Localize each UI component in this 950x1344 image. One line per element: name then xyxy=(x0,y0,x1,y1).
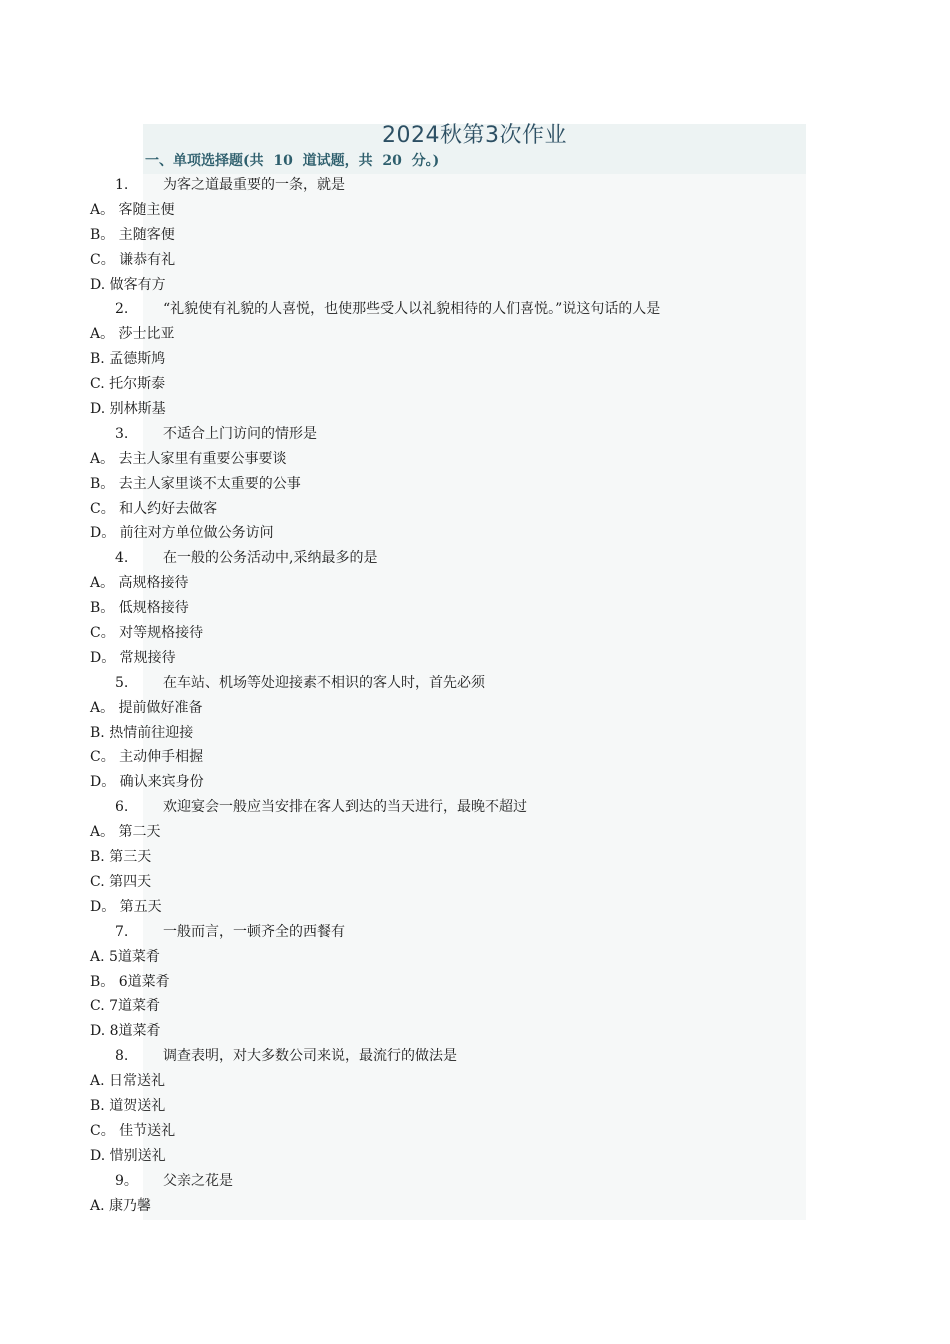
question-number: 4. xyxy=(115,550,129,567)
answer-option: A。 莎士比亚 xyxy=(90,326,175,343)
question-text: 为客之道最重要的一条，就是 xyxy=(163,177,345,193)
answer-option: C。 主动伸手相握 xyxy=(90,749,204,766)
answer-option: A。 第二天 xyxy=(90,824,161,841)
question-text: 在车站、机场等处迎接素不相识的客人时，首先必须 xyxy=(163,674,485,691)
answer-option: C。 对等规格接待 xyxy=(90,625,204,642)
question-number: 5. xyxy=(115,674,129,691)
question-item xyxy=(0,297,950,322)
question-text: 在一般的公务活动中,采纳最多的是 xyxy=(163,550,378,567)
answer-option: D. 做客有方 xyxy=(90,276,166,293)
question-text: 欢迎宴会一般应当安排在客人到达的当天进行，最晚不超过 xyxy=(163,799,527,816)
answer-option: A. 日常送礼 xyxy=(90,1073,166,1090)
question-item xyxy=(0,1044,950,1069)
document-title: 2024秋第3次作业 xyxy=(382,123,567,148)
answer-option: B。 主随客便 xyxy=(90,226,175,243)
question-number: 1. xyxy=(115,177,129,193)
answer-option: D. 8道菜肴 xyxy=(90,1023,161,1040)
answer-option: B. 热情前往迎接 xyxy=(90,724,194,741)
question-item xyxy=(0,546,950,571)
question-list xyxy=(0,173,950,1218)
answer-option: D。 第五天 xyxy=(90,898,162,915)
question-item xyxy=(0,920,950,945)
question-item xyxy=(0,173,950,198)
answer-option: B。 低规格接待 xyxy=(90,600,189,617)
question-item xyxy=(0,1169,950,1194)
answer-option: B. 孟德斯鸠 xyxy=(90,351,166,368)
answer-option: A。 去主人家里有重要公事要谈 xyxy=(90,450,287,467)
question-number: 7. xyxy=(115,923,129,940)
answer-option: A。 客随主便 xyxy=(90,201,175,218)
answer-option: D。 前往对方单位做公务访问 xyxy=(90,525,274,542)
question-item xyxy=(0,671,950,696)
answer-option: A. 5道菜肴 xyxy=(90,948,160,965)
answer-option: B。 去主人家里谈不太重要的公事 xyxy=(90,475,301,492)
question-number: 9。 xyxy=(115,1172,138,1189)
question-text: 一般而言，一顿齐全的西餐有 xyxy=(163,923,345,940)
question-text: 调查表明，对大多数公司来说，最流行的做法是 xyxy=(163,1048,457,1065)
answer-option: A。 高规格接待 xyxy=(90,575,189,592)
question-number: 8. xyxy=(115,1048,129,1065)
answer-option: A. 康乃馨 xyxy=(90,1197,152,1214)
answer-option: C. 托尔斯泰 xyxy=(90,376,166,393)
answer-option: C。 谦恭有礼 xyxy=(90,251,176,268)
answer-option: D. 惜别送礼 xyxy=(90,1147,166,1164)
question-number: 3. xyxy=(115,425,129,442)
answer-option: D。 常规接待 xyxy=(90,649,176,666)
answer-option: D. 别林斯基 xyxy=(90,401,166,418)
question-text: 父亲之花是 xyxy=(163,1172,233,1189)
question-text: “礼貌使有礼貌的人喜悦，也使那些受人以礼貌相待的人们喜悦。”说这句话的人是 xyxy=(163,301,661,318)
answer-option: C。 和人约好去做客 xyxy=(90,500,218,517)
question-number: 2. xyxy=(115,301,129,318)
answer-option: B. 道贺送礼 xyxy=(90,1097,166,1114)
answer-option: B. 第三天 xyxy=(90,849,152,866)
answer-option: C. 7道菜肴 xyxy=(90,998,161,1015)
section-heading: 一、单项选择题(共 10 道试题，共 20 分。) xyxy=(145,153,440,169)
question-text: 不适合上门访问的情形是 xyxy=(163,425,317,442)
question-number: 6. xyxy=(115,799,129,816)
answer-option: D。 确认来宾身份 xyxy=(90,774,204,791)
answer-option: B。 6道菜肴 xyxy=(90,973,170,990)
question-item xyxy=(0,422,950,447)
answer-option: C. 第四天 xyxy=(90,873,152,890)
answer-option: A。 提前做好准备 xyxy=(90,699,203,716)
question-item xyxy=(0,795,950,820)
answer-option: C。 佳节送礼 xyxy=(90,1122,176,1139)
